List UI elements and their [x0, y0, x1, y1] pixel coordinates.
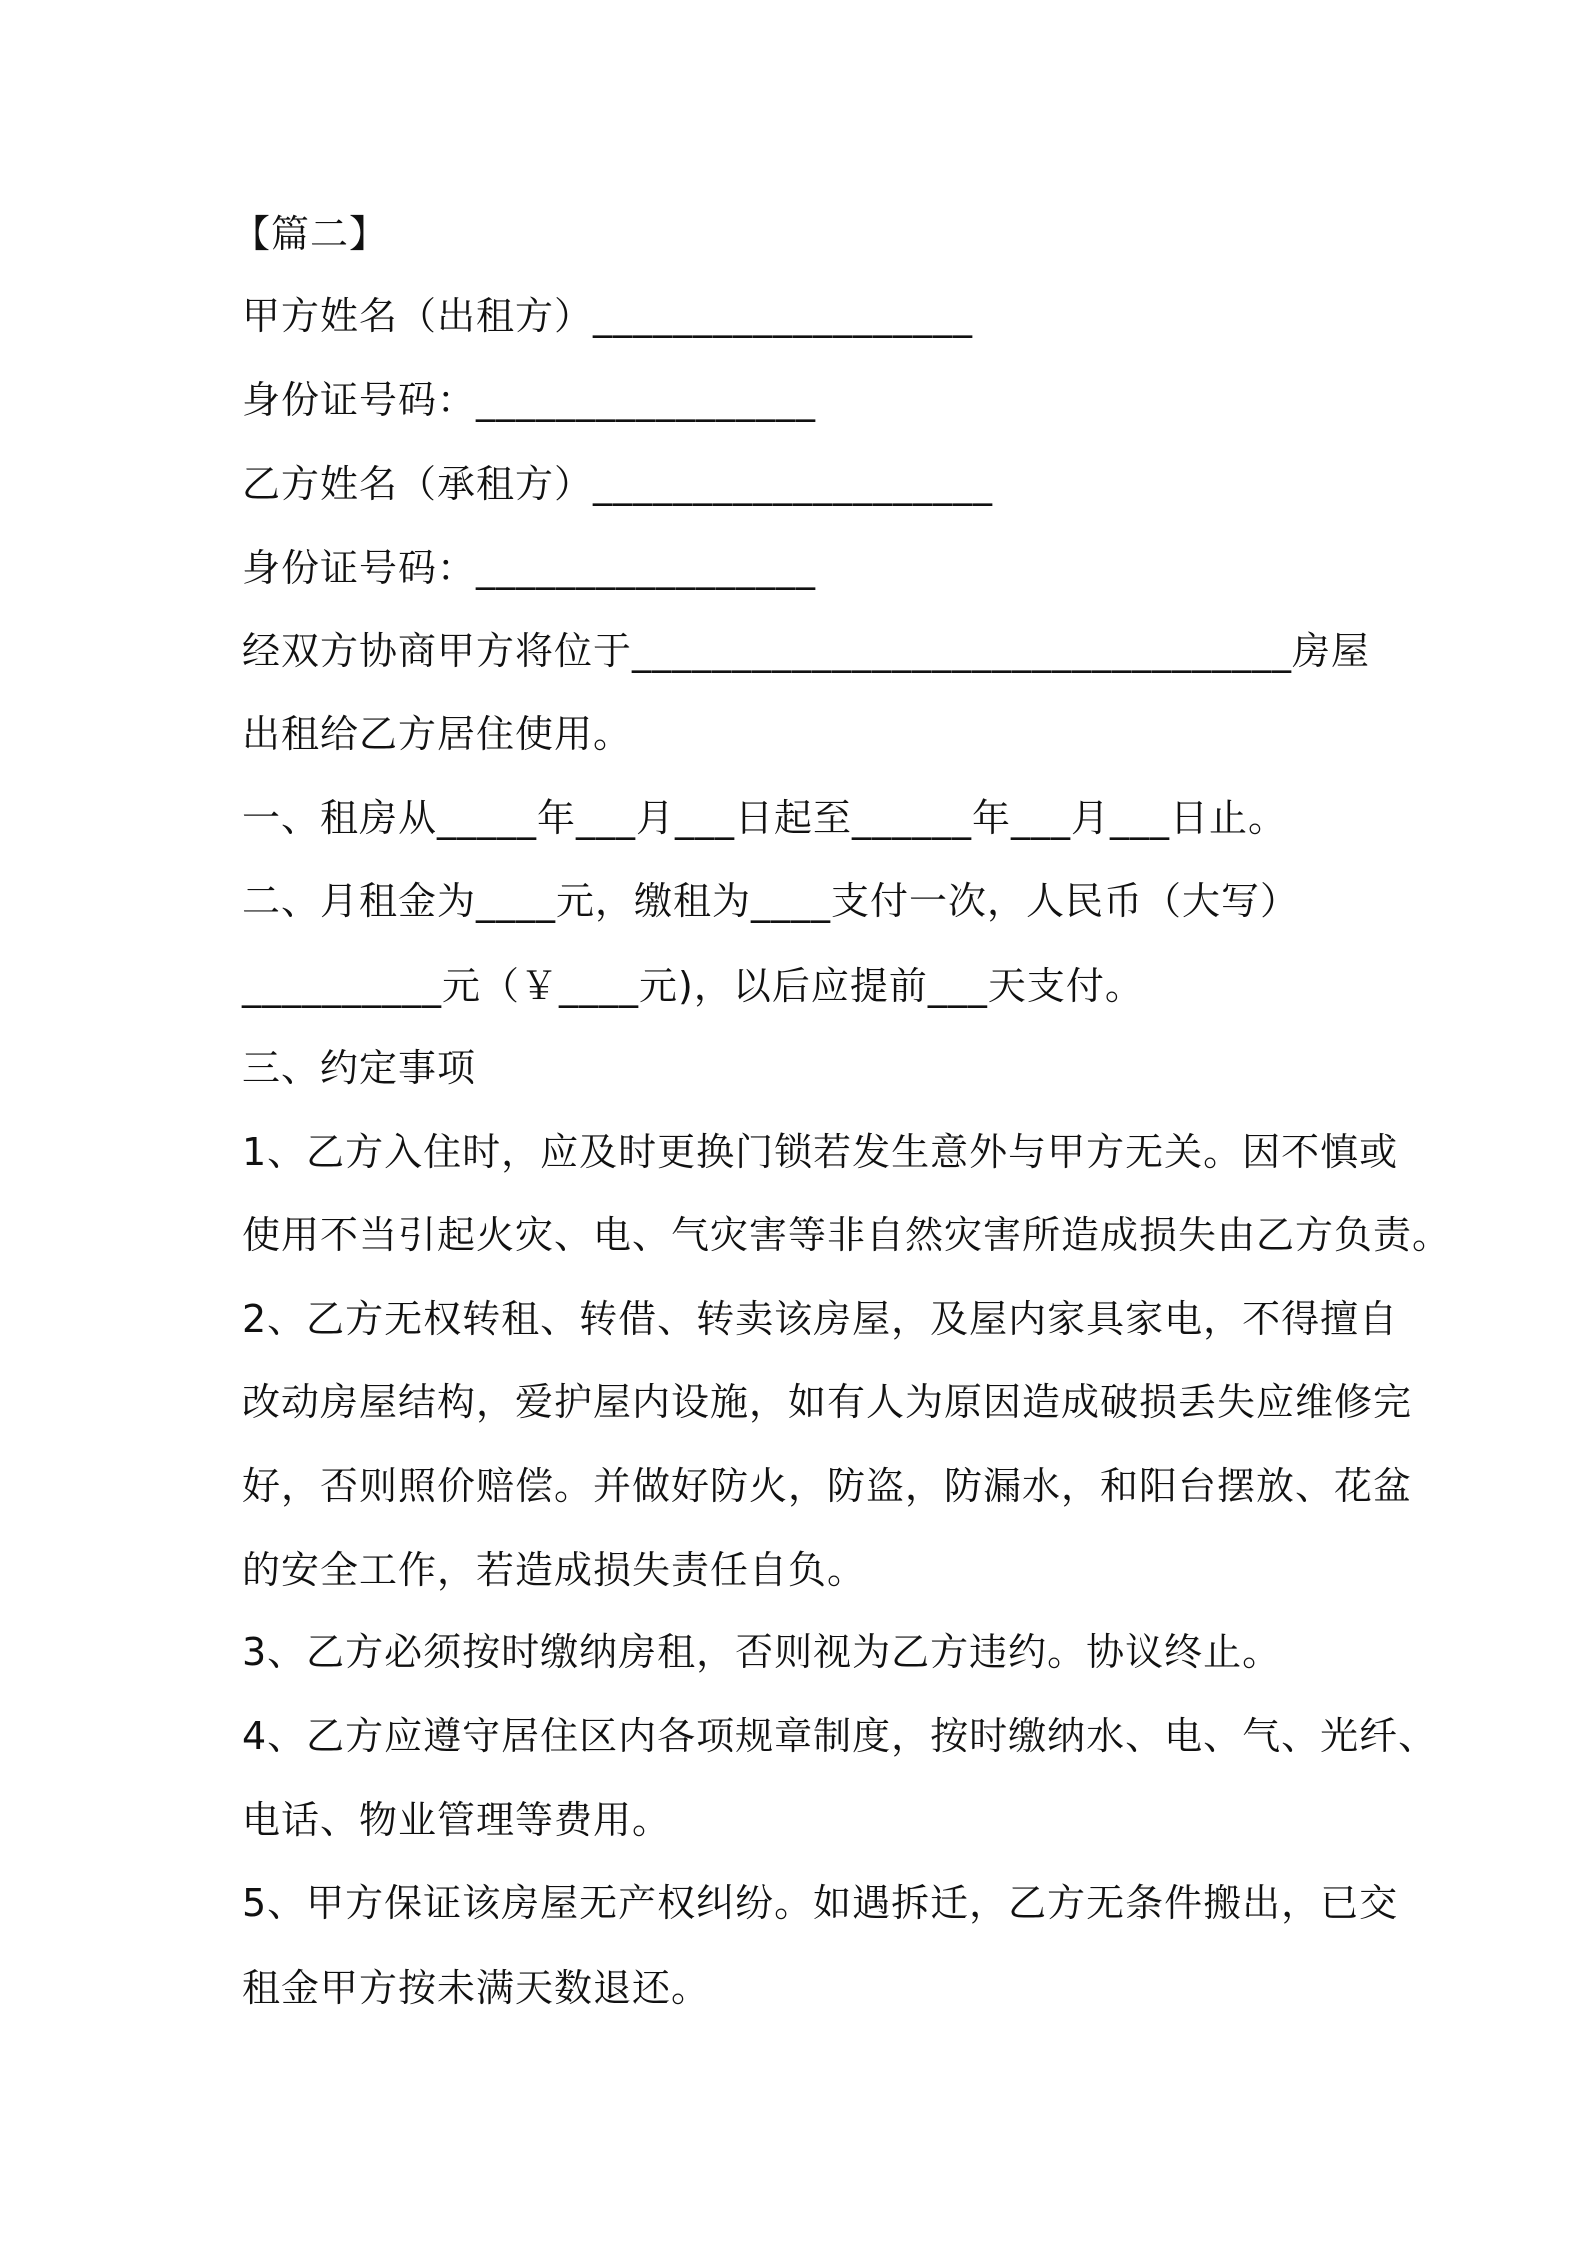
- item-2-line-3: 好，否则照价赔偿。并做好防火，防盗，防漏水，和阳台摆放、花盆: [242, 1464, 1413, 1508]
- item-2-line-2: 改动房屋结构，爱护屋内设施，如有人为原因造成破损丢失应维修完: [242, 1380, 1413, 1424]
- item-3-line: 3、乙方必须按时缴纳房租，否则视为乙方违约。协议终止。: [242, 1630, 1282, 1674]
- clause-3-heading: 三、约定事项: [242, 1046, 477, 1090]
- item-5-line-2: 租金甲方按未满天数退还。: [242, 1966, 711, 2010]
- property-location-line: 经双方协商甲方将位于_________________________________房屋: [242, 629, 1371, 673]
- clause-1-lease-term: 一、租房从_____年___月___日起至______年___月___日止。: [242, 796, 1288, 840]
- item-2-line-1: 2、乙方无权转租、转借、转卖该房屋，及屋内家具家电，不得擅自: [242, 1297, 1399, 1341]
- party-b-name-line: 乙方姓名（承租方）____________________: [242, 462, 994, 506]
- item-2-line-4: 的安全工作，若造成损失责任自负。: [242, 1548, 867, 1592]
- item-1-line-1: 1、乙方入住时，应及时更换门锁若发生意外与甲方无关。因不慎或: [242, 1130, 1399, 1174]
- party-a-id-line: 身份证号码：_________________: [242, 378, 817, 422]
- property-use-line: 出租给乙方居住使用。: [242, 712, 633, 756]
- party-b-id-line: 身份证号码：_________________: [242, 546, 817, 590]
- item-4-line-2: 电话、物业管理等费用。: [242, 1798, 672, 1842]
- item-1-line-2: 使用不当引起火灾、电、气灾害等非自然灾害所造成损失由乙方负责。: [242, 1213, 1452, 1257]
- party-a-name-line: 甲方姓名（出租方）___________________: [242, 294, 974, 338]
- clause-2-rent-continued: __________元（￥____元)，以后应提前___天支付。: [242, 964, 1144, 1008]
- item-4-line-1: 4、乙方应遵守居住区内各项规章制度，按时缴纳水、电、气、光纤、: [242, 1714, 1438, 1758]
- section-heading: 【篇二】: [232, 212, 389, 256]
- clause-2-rent: 二、月租金为____元，缴租为____支付一次，人民币（大写）: [242, 879, 1300, 923]
- item-5-line-1: 5、甲方保证该房屋无产权纠纷。如遇拆迁，乙方无条件搬出，已交: [242, 1881, 1399, 1925]
